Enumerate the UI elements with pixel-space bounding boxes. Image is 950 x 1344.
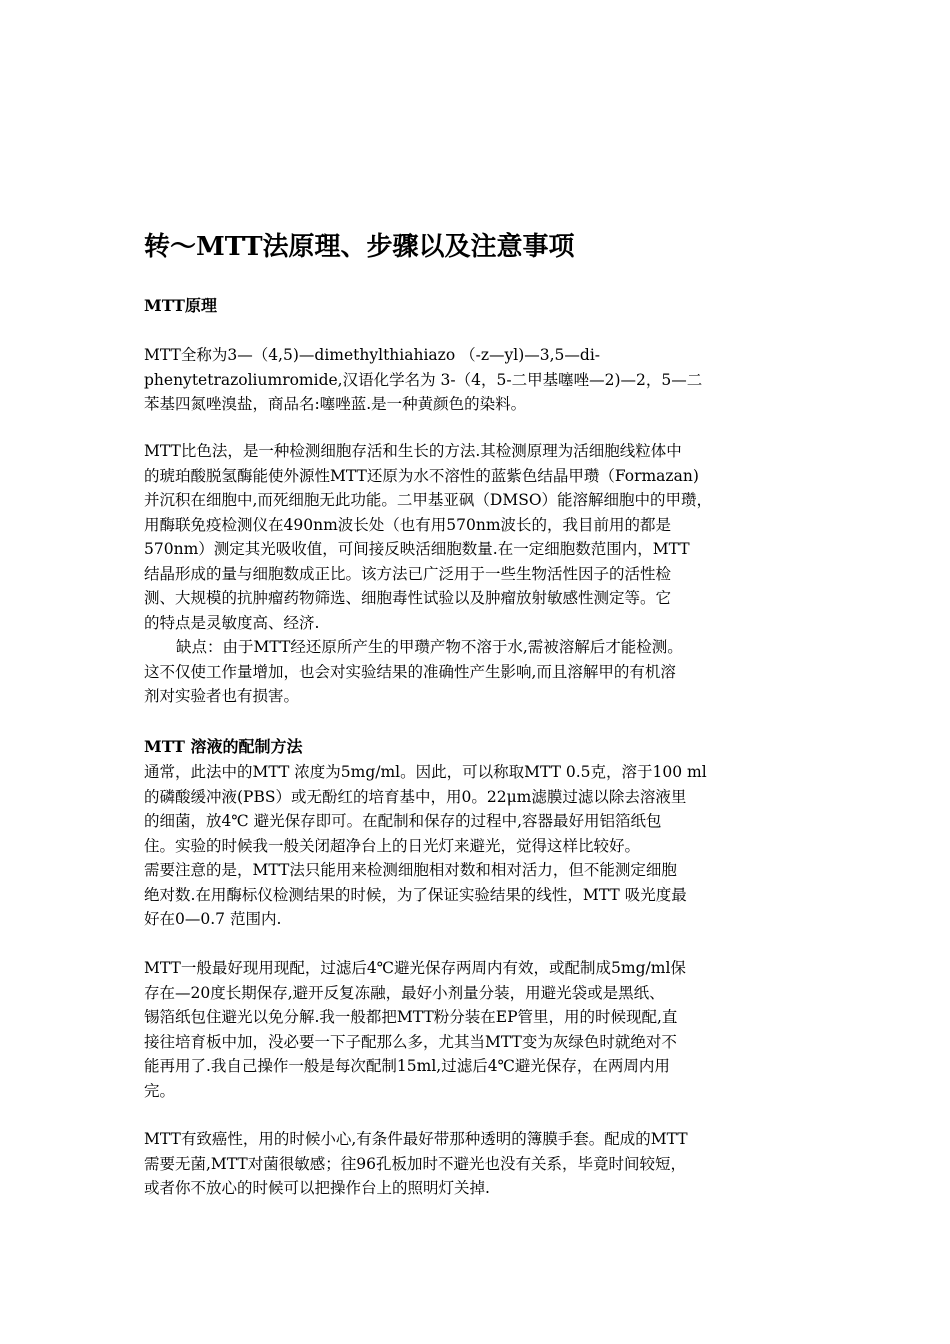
paragraph-storage: [144, 956, 824, 1103]
text-line: 570nm）测定其光吸收值，可间接反映活细胞数量.在一定细胞数范围内，MTT: [144, 540, 690, 558]
section-heading-mtt-principle: MTT原理: [144, 296, 217, 315]
section-heading-mtt-solution-prep: MTT 溶液的配制方法: [144, 737, 303, 756]
text-line: 的琥珀酸脱氢酶能使外源性MTT还原为水不溶性的蓝紫色结晶甲瓒（Formazan): [144, 466, 699, 485]
text-line: 用酶联免疫检测仪在490nm波长处（也有用570nm波长的，我目前用的都是: [144, 515, 672, 534]
paragraph-mtt-colorimetry: [144, 439, 824, 709]
text-line: 好在0—0.7 范围内.: [144, 910, 282, 928]
text-line: 的特点是灵敏度高、经济.: [144, 613, 320, 632]
text-line: 住。实验的时候我一般关闭超净台上的日光灯来避光，觉得这样比较好。: [144, 836, 641, 855]
text-line: 能再用了.我自己操作一般是每次配制15ml,过滤后4℃避光保存，在两周内用: [144, 1057, 670, 1075]
text-line: 结晶形成的量与细胞数成正比。该方法已广泛用于一些生物活性因子的活性检: [144, 564, 672, 583]
paragraph-mtt-full-name: [144, 343, 824, 417]
text-line: 并沉积在细胞中,而死细胞无此功能。二甲基亚砜（DMSO）能溶解细胞中的甲瓒，: [144, 491, 713, 509]
text-line: 苯基四氮唑溴盐，商品名:噻唑蓝.是一种黄颜色的染料。: [144, 395, 527, 413]
text-line: MTT比色法，是一种检测细胞存活和生长的方法.其检测原理为活细胞线粒体中: [144, 442, 682, 460]
text-line: 锡箔纸包住避光以免分解.我一般都把MTT粉分装在EP管里，用的时候现配,直: [144, 1008, 678, 1026]
text-line: 需要无菌,MTT对菌很敏感；往96孔板加时不避光也没有关系，毕竟时间较短，: [144, 1154, 686, 1173]
text-line: 测、大规模的抗肿瘤药物筛选、细胞毒性试验以及肿瘤放射敏感性测定等。它: [144, 589, 672, 607]
text-line: 存在—20度长期保存,避开反复冻融，最好小剂量分装，用避光袋或是黑纸、: [144, 983, 665, 1002]
paragraph-safety: [144, 1127, 824, 1201]
text-line: phenytetrazoliumromide,汉语化学名为 3-（4，5-二甲基噻唑—2)—2，5—二: [144, 370, 703, 389]
text-line: 或者你不放心的时候可以把操作台上的照明灯关掉.: [144, 1179, 490, 1197]
text-line: 通常，此法中的MTT 浓度为5mg/ml。因此，可以称取MTT 0.5克，溶于100 ml: [144, 763, 707, 781]
text-line: 需要注意的是，MTT法只能用来检测细胞相对数和相对活力，但不能测定细胞: [144, 861, 677, 879]
paragraph-solution-prep: [144, 760, 824, 932]
text-line: 缺点：由于MTT经还原所产生的甲瓒产物不溶于水,需被溶解后才能检测。: [176, 638, 683, 656]
text-line: 剂对实验者也有损害。: [144, 687, 300, 705]
text-line: 这不仅使工作量增加，也会对实验结果的准确性产生影响,而且溶解甲的有机溶: [144, 662, 676, 681]
text-line: MTT一般最好现用现配，过滤后4℃避光保存两周内有效，或配制成5mg/ml保: [144, 959, 686, 977]
text-line: 接往培育板中加，没必要一下子配那么多，尤其当MTT变为灰绿色时就绝对不: [144, 1032, 677, 1051]
text-line: 的细菌，放4℃ 避光保存即可。在配制和保存的过程中,容器最好用铝箔纸包: [144, 812, 662, 830]
text-line: MTT有致癌性，用的时候小心,有条件最好带那种透明的簿膜手套。配成的MTT: [144, 1130, 688, 1148]
text-line: 完。: [144, 1081, 176, 1100]
text-line: 绝对数.在用酶标仪检测结果的时候，为了保证实验结果的线性，MTT 吸光度最: [144, 885, 687, 904]
document-title: 转～MTT法原理、步骤以及注意事项: [144, 232, 575, 262]
text-line: MTT全称为3—（4,5)—dimethylthiahiazo （-z—yl)—3,5—di-: [144, 346, 601, 364]
text-line: 的磷酸缓冲液(PBS）或无酚红的培育基中，用0。22μm滤膜过滤以除去溶液里: [144, 787, 687, 806]
